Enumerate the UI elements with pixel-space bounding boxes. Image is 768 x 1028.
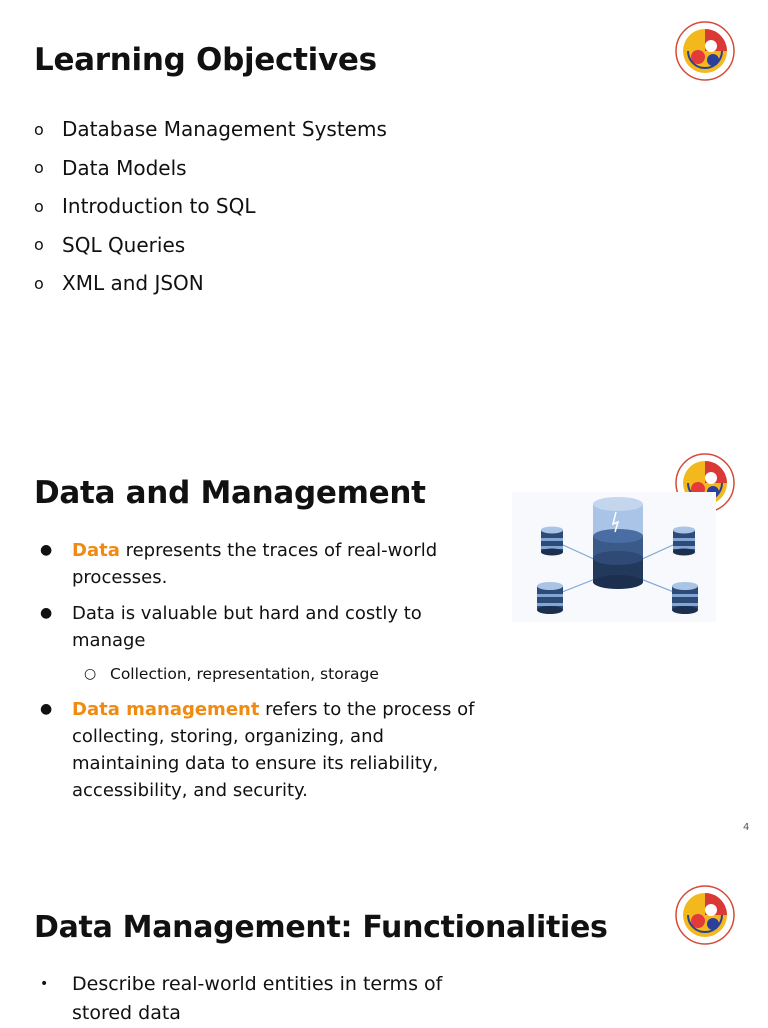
objective-text: XML and JSON (62, 271, 204, 296)
list-item (34, 264, 387, 303)
bullet-text (72, 696, 490, 804)
highlight-term: Data (72, 540, 120, 561)
bullet-body: Data is valuable but hard and costly to manage (72, 603, 422, 651)
list-item (40, 600, 490, 654)
slide-title: Data and Management (34, 475, 426, 511)
objectives-list (34, 110, 387, 303)
bullet-text (72, 537, 490, 591)
sub-bullet-text: Collection, representation, storage (110, 665, 379, 683)
bullet-dot: ● (40, 605, 53, 621)
objective-text: Data Models (62, 155, 187, 180)
slide-title: Learning Objectives (34, 42, 377, 78)
bullet-marker: o (34, 196, 44, 216)
list-item (34, 110, 387, 149)
bullet-list (40, 537, 490, 804)
slide-learning-objectives (0, 0, 768, 430)
bullet-dot: ● (40, 542, 53, 558)
bullet-marker: o (34, 273, 44, 293)
sub-bullet-circle: ○ (84, 666, 97, 682)
list-item (34, 149, 387, 188)
list-item (40, 696, 490, 804)
objective-text: Database Management Systems (62, 117, 387, 142)
highlight-term: Data management (72, 699, 260, 720)
slide-title (34, 910, 608, 945)
title-main: Data Management: (34, 910, 353, 945)
title-suffix: Functionalities (352, 910, 608, 945)
objective-text: Introduction to SQL (62, 194, 256, 219)
bullet-marker: o (34, 158, 44, 178)
bullet-dot: ● (40, 701, 53, 717)
slide-data-and-management (0, 430, 768, 860)
bullet-text (72, 600, 490, 654)
list-item (34, 226, 387, 265)
list-item (40, 537, 490, 591)
slide-data-management-functionalities (0, 860, 768, 1024)
page-number: 4 (743, 822, 750, 833)
bullet-list (40, 970, 490, 1028)
institute-seal-logo (674, 884, 736, 946)
list-item (34, 187, 387, 226)
bullet-body: represents the traces of real-world processes. (72, 540, 438, 588)
sub-list-item (84, 661, 490, 688)
objective-text: SQL Queries (62, 232, 186, 257)
bullet-body: refers to the process of collecting, storing, organizing, and maintaining data to ensure its reliability, accessibility, and security. (72, 699, 475, 801)
institute-seal-logo (674, 20, 736, 82)
list-item (40, 970, 490, 1028)
bullet-marker: o (34, 235, 44, 255)
bullet-dot: • (40, 976, 49, 992)
bullet-text: Describe real-world entities in terms of stored data (72, 973, 443, 1024)
database-network-icon (512, 492, 716, 622)
bullet-marker: o (34, 119, 44, 139)
